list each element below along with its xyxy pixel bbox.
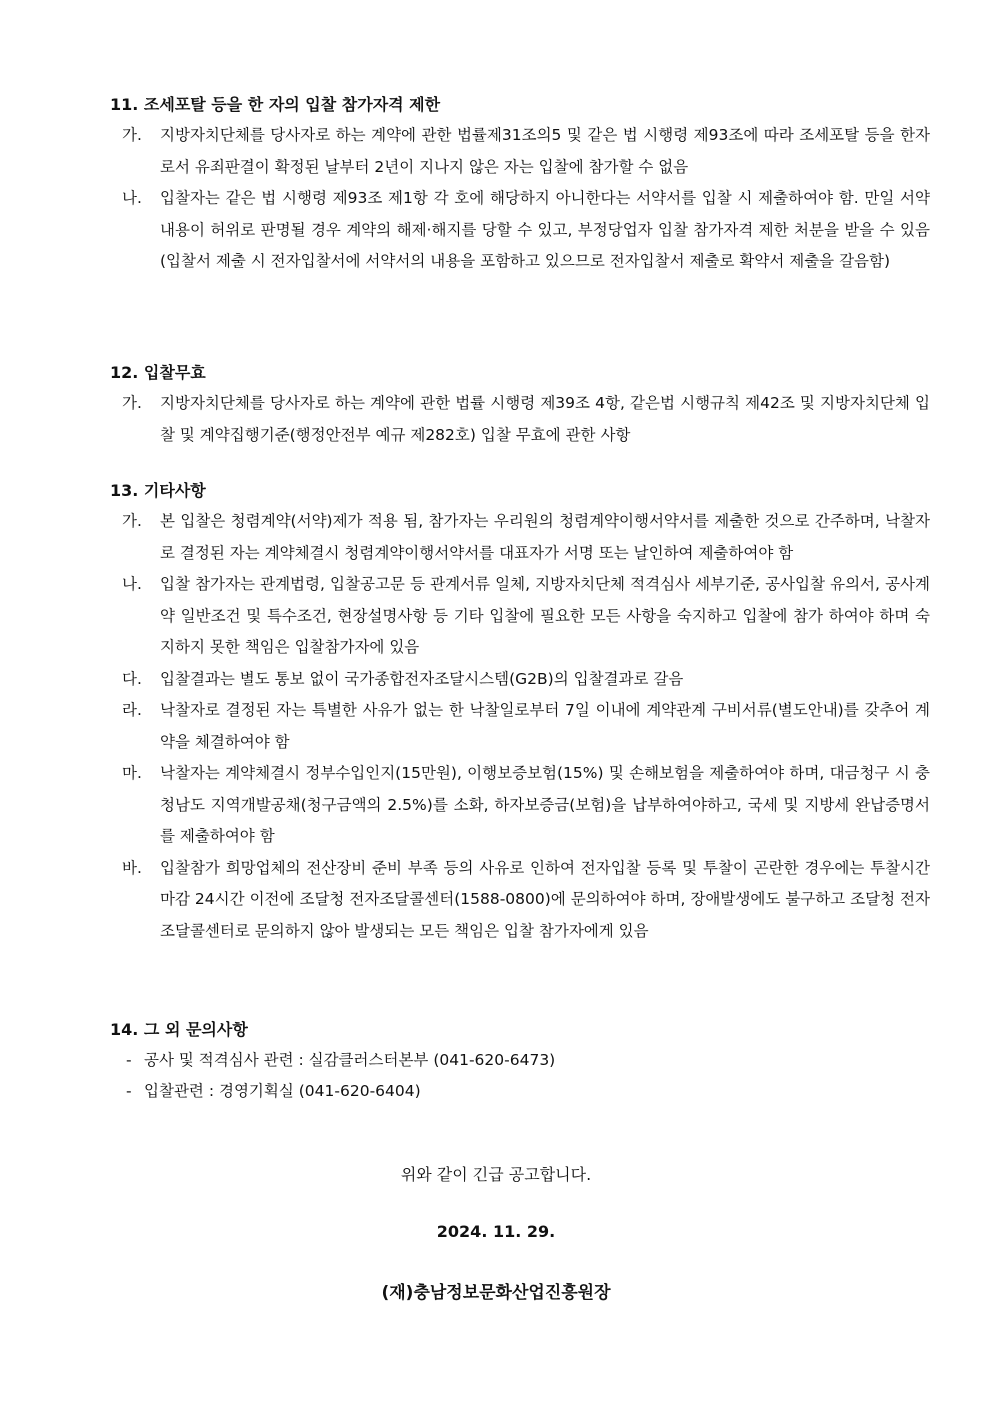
- item-text: 입찰참가 희망업체의 전산장비 준비 부족 등의 사유로 인하여 전자입찰 등록 및 투찰이 곤란한 경우에는 투찰시간 마감 24시간 이전에 조달청 전자조달콜센터(1588-0800)에 문의하여야 하며, 장애발생에도 불구하고 조달청 전자조달콜센터로 문의하지 않아 발생되는 모든 책임은 입찰 참가자에게 있음: [160, 858, 930, 940]
- section-heading: 14. 그 외 문의사항: [110, 1020, 248, 1039]
- item-text: 낙찰자로 결정된 자는 특별한 사유가 없는 한 낙찰일로부터 7일 이내에 계약관계 구비서류(별도안내)를 갖추어 계약을 체결하여야 함: [160, 701, 930, 751]
- list-item: [110, 695, 930, 758]
- list-item: [110, 506, 930, 569]
- list-item: [110, 569, 930, 664]
- list-item: [110, 853, 930, 948]
- item-marker: 나.: [122, 189, 142, 207]
- item-text: 지방자치단체를 당사자로 하는 계약에 관한 법률제31조의5 및 같은 법 시행령 제93조에 따라 조세포탈 등을 한자로서 유죄판결이 확정된 날부터 2년이 지나지 않은 자는 입찰에 참가할 수 없음: [160, 126, 930, 176]
- item-marker: 마.: [122, 764, 142, 782]
- issuer-name: (재)충남정보문화산업진흥원장: [381, 1283, 611, 1303]
- item-marker: 가.: [122, 512, 142, 530]
- item-marker: 바.: [122, 858, 142, 877]
- list-item: [110, 120, 930, 183]
- contact-text: 공사 및 적격심사 관련 : 실감클러스터본부 (041-620-6473): [144, 1051, 556, 1069]
- item-text: 입찰결과는 별도 통보 없이 국가종합전자조달시스템(G2B)의 입찰결과로 갈음: [160, 669, 684, 688]
- announcement-date: 2024. 11. 29.: [436, 1222, 556, 1241]
- contact-item: [110, 1076, 930, 1107]
- item-marker: 라.: [122, 701, 142, 719]
- item-text: 입찰자는 같은 법 시행령 제93조 제1항 각 호에 해당하지 아니한다는 서약서를 입찰 시 제출하여야 함. 만일 서약내용이 허위로 판명될 경우 계약의 해제·해지를 당할 수 있고, 부정당업자 입찰 참가자격 제한 처분을 받을 수 있음 (입찰서 제출 시 전자입찰서에 서약서의 내용을 포함하고 있으므로 전자입찰서 제출로 확약서 제출을 갈음함): [160, 189, 930, 270]
- item-text: 본 입찰은 청렴계약(서약)제가 적용 됨, 참가자는 우리원의 청렴계약이행서약서를 제출한 것으로 간주하며, 낙찰자로 결정된 자는 계약체결시 청렴계약이행서약서를 대표자가 서명 또는 날인하여 제출하여야 함: [160, 512, 930, 562]
- section-heading: 11. 조세포탈 등을 한 자의 입찰 참가자격 제한: [110, 95, 441, 114]
- closing-statement: 위와 같이 긴급 공고합니다.: [400, 1165, 592, 1184]
- section-12: [110, 358, 930, 451]
- list-item: [110, 758, 930, 853]
- section-13: [110, 476, 930, 947]
- list-item: [110, 664, 930, 696]
- item-marker: 가.: [122, 126, 142, 144]
- item-text: 지방자치단체를 당사자로 하는 계약에 관한 법률 시행령 제39조 4항, 같은법 시행규칙 제42조 및 지방자치단체 입찰 및 계약집행기준(행정안전부 예규 제282호) 입찰 무효에 관한 사항: [160, 394, 930, 444]
- bullet-dash: -: [126, 1051, 132, 1069]
- list-item: [110, 388, 930, 451]
- list-item: [110, 183, 930, 278]
- contact-text: 입찰관련 : 경영기획실 (041-620-6404): [144, 1082, 421, 1100]
- section-14: [110, 1015, 930, 1107]
- section-heading: 13. 기타사항: [110, 481, 206, 500]
- item-marker: 가.: [122, 394, 142, 412]
- section-heading: 12. 입찰무효: [110, 363, 206, 382]
- contact-item: [110, 1045, 930, 1076]
- item-marker: 나.: [122, 575, 142, 593]
- item-marker: 다.: [122, 669, 142, 688]
- bullet-dash: -: [126, 1082, 132, 1100]
- section-11: [110, 90, 930, 278]
- item-text: 입찰 참가자는 관계법령, 입찰공고문 등 관계서류 일체, 지방자치단체 적격심사 세부기준, 공사입찰 유의서, 공사계약 일반조건 및 특수조건, 현장설명사항 등 기타 입찰에 필요한 모든 사항을 숙지하고 입찰에 참가 하여야 하며 숙지하지 못한 책임은 입찰참가자에 있음: [160, 575, 930, 656]
- item-text: 낙찰자는 계약체결시 정부수입인지(15만원), 이행보증보험(15%) 및 손해보험을 제출하여야 하며, 대금청구 시 충청남도 지역개발공채(청구금액의 2.5%)를 소화, 하자보증금(보험)을 납부하여야하고, 국세 및 지방세 완납증명서를 제출하여야 함: [160, 764, 930, 845]
